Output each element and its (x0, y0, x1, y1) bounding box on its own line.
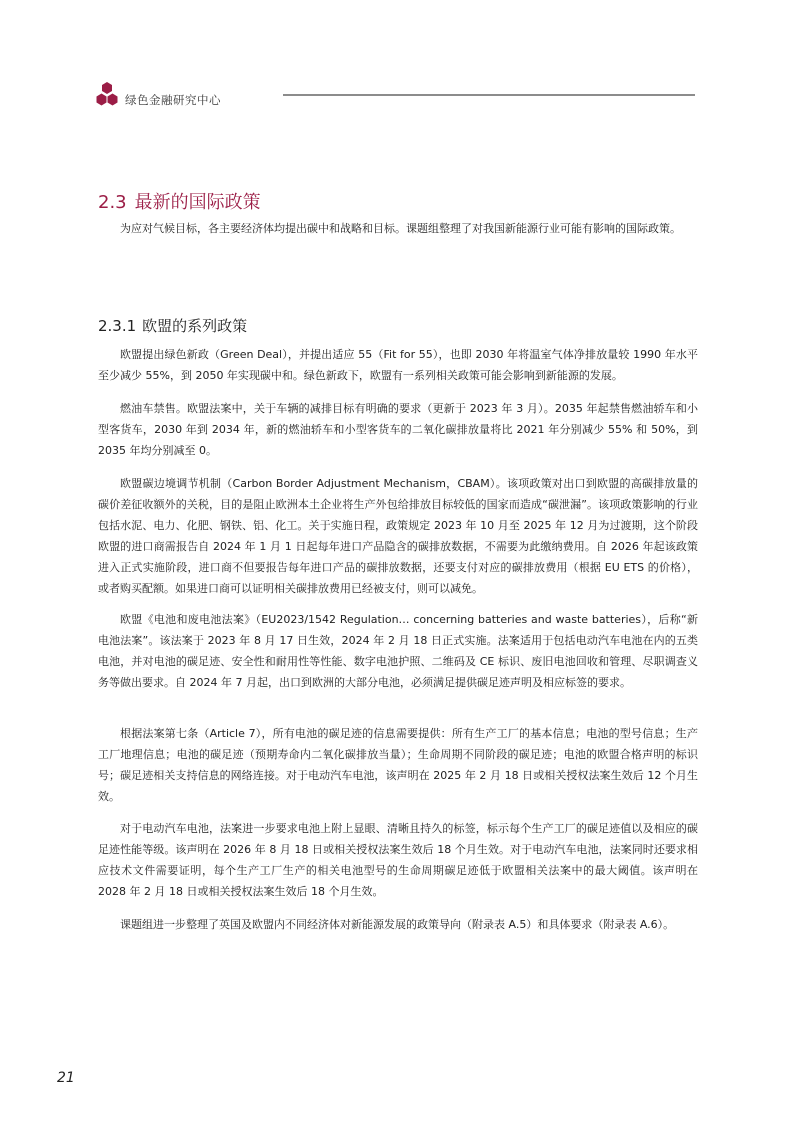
paragraph-cbam: 欧盟碳边境调节机制（Carbon Border Adjustment Mechanism，CBAM）。该项政策对出口到欧盟的高碳排放量的碳价差征收额外的关税，目的是阻止欧洲本土企业将生产外包给排放目标较低的国家而造成“碳泄漏”。该项政策影响的行业包括水泥、电力、化肥、钢铁、铝、化工。关于实施日程，政策规定 2023 年 10 月至 2025 年 12 月为过渡期，这个阶段欧盟的进口商需报告自 2024 年 1 月 1 日起每年进口产品隐含的碳排放数据，不需要为此缴纳费用。自 2026 年起该政策进入正式实施阶段，进口商不但要报告每年进口产品的碳排放数据，还要支付对应的碳排放费用（根据 EU ETS 的价格），或者购买配额。如果进口商可以证明相关碳排放费用已经被支付，则可以减免。 (98, 477, 698, 595)
section-title (98, 188, 261, 214)
page-number: 21 (57, 1070, 75, 1086)
page-header (96, 82, 706, 106)
org-name: 绿色金融研究中心 (125, 93, 221, 107)
subsection-title (98, 315, 247, 336)
paragraph-article-7: 根据法案第七条（Article 7），所有电池的碳足迹的信息需要提供：所有生产工厂的基本信息；电池的型号信息；生产工厂地理信息；电池的碳足迹（预期寿命内二氧化碳排放当量）；生命周期不同阶段的碳足迹；电池的欧盟合格声明的标识号；碳足迹相关支持信息的网络连接。对于电动汽车电池，该声明在 2025 年 2 月 18 日或相关授权法案生效后 12 个月生效。 (98, 727, 698, 803)
paragraph-ev-battery-label: 对于电动汽车电池，法案进一步要求电池上附上显眼、清晰且持久的标签，标示每个生产工厂的碳足迹值以及相应的碳足迹性能等级。该声明在 2026 年 8 月 18 日或相关授权法案生效后 18 个月生效。对于电动汽车电池，法案同时还要求相应技术文件需要证明，每个生产工厂生产的相关电池型号的生命周期碳足迹低于欧盟相关法案中的最大阈值。该声明在 2028 年 2 月 18 日或相关授权法案生效后 18 个月生效。 (98, 822, 698, 898)
paragraph-ice-ban: 燃油车禁售。欧盟法案中，关于车辆的减排目标有明确的要求（更新于 2023 年 3 月）。2035 年起禁售燃油轿车和小型客货车，2030 年到 2034 年，新的燃油轿车和小型客货车的二氧化碳排放量将比 2021 年分别减少 55% 和 50%，到 2035 年均分别减至 0。 (98, 402, 698, 457)
paragraph-green-deal: 欧盟提出绿色新政（Green Deal），并提出适应 55（Fit for 55），也即 2030 年将温室气体净排放量较 1990 年水平至少减少 55%，到 2050 年实现碳中和。绿色新政下，欧盟有一系列相关政策可能会影响到新能源的发展。 (98, 348, 698, 382)
subsection-title-text: 欧盟的系列政策 (142, 317, 248, 335)
section-title-text: 最新的国际政策 (134, 192, 261, 213)
section-intro: 为应对气候目标，各主要经济体均提出碳中和战略和目标。课题组整理了对我国新能源行业可能有影响的国际政策。 (120, 222, 681, 235)
logo-icon (96, 82, 118, 106)
section-number: 2.3 (98, 192, 127, 213)
subsection-number: 2.3.1 (98, 317, 137, 335)
paragraph-appendix-note: 课题组进一步整理了英国及欧盟内不同经济体对新能源发展的政策导向（附录表 A.5）和具体要求（附录表 A.6）。 (120, 918, 675, 931)
paragraph-battery-regulation: 欧盟《电池和废电池法案》（EU2023/1542 Regulation… concerning batteries and waste batteries），后称“新电池法案”。该法案于 2023 年 8 月 17 日生效，2024 年 2 月 18 日正式实施。法案适用于包括电动汽车电池在内的五类电池，并对电池的碳足迹、安全性和耐用性等性能、数字电池护照、二维码及 CE 标识、废旧电池回收和管理、尽职调查义务等做出要求。自 2024 年 7 月起，出口到欧洲的大部分电池，必须满足提供碳足迹声明及相应标签的要求。 (98, 613, 698, 689)
header-divider (283, 94, 695, 96)
